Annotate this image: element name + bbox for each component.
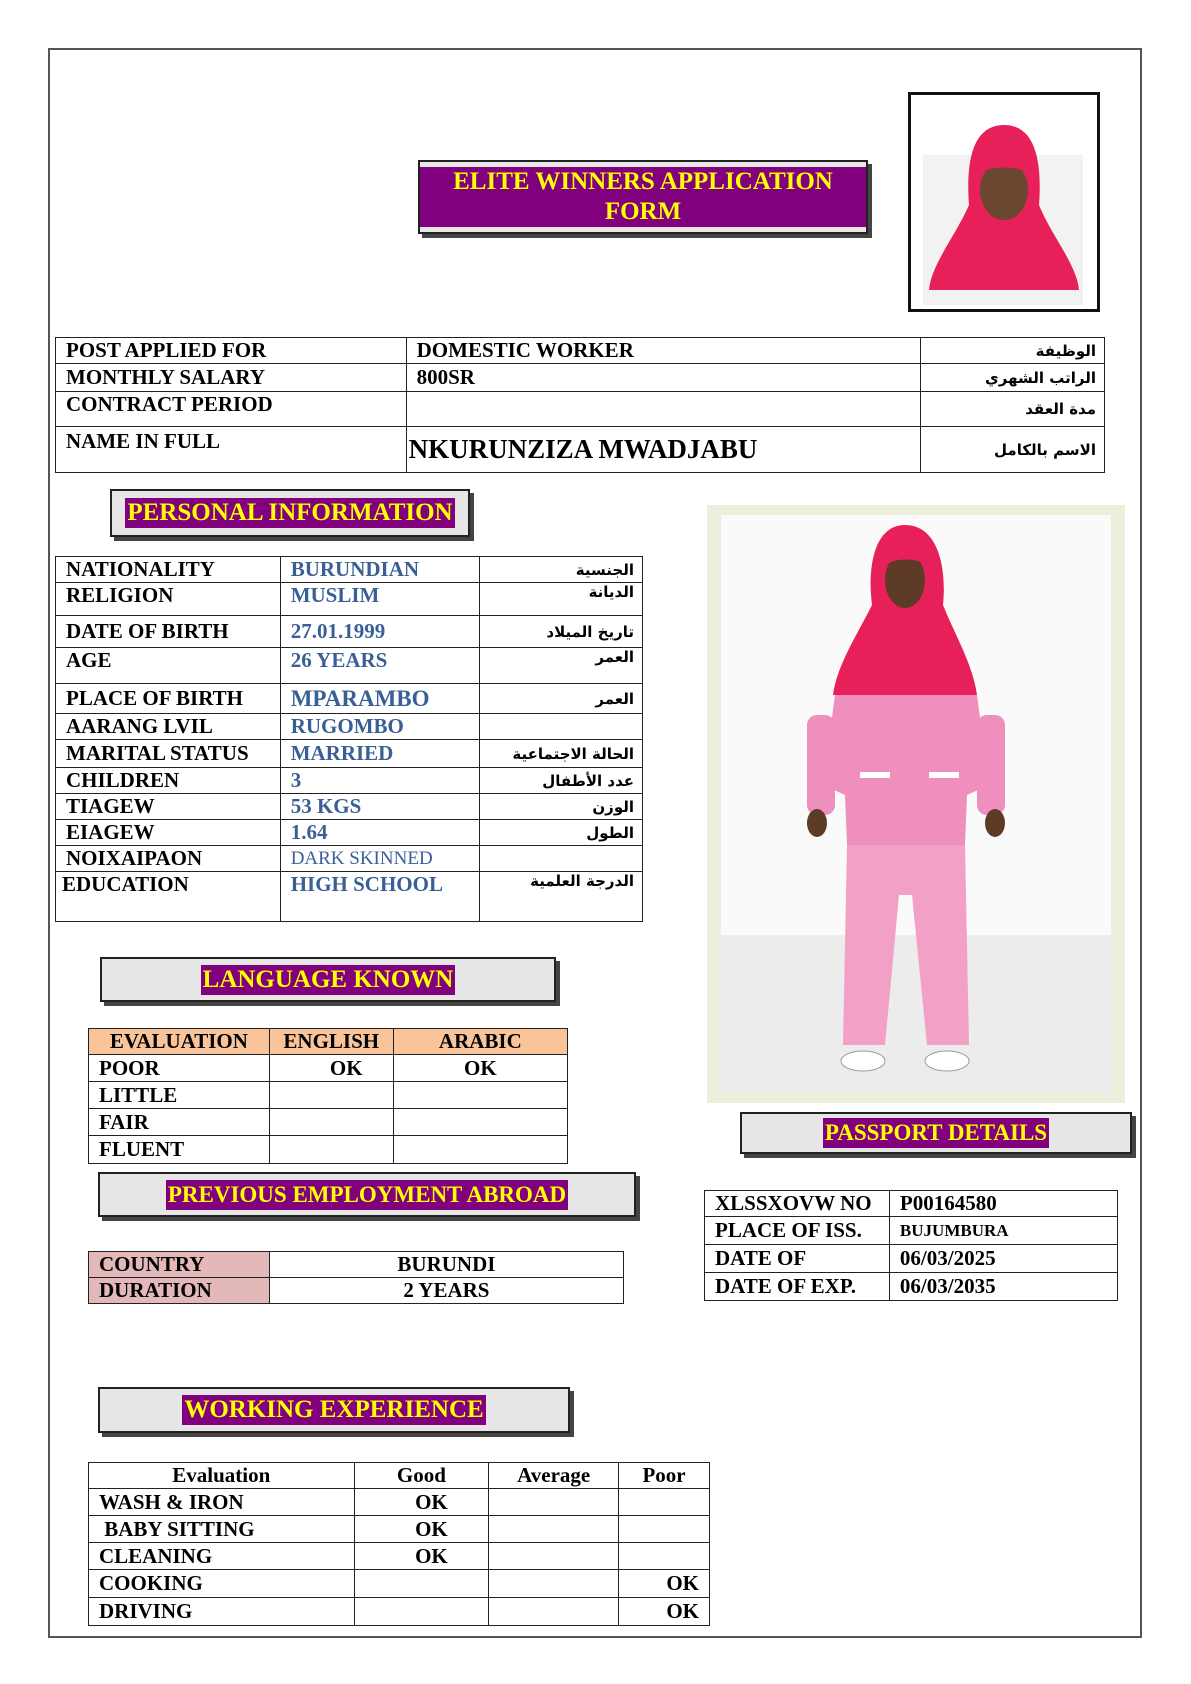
country-label: COUNTRY: [89, 1252, 270, 1278]
duration-value: 2 YEARS: [269, 1278, 623, 1304]
salary-value: 800SR: [406, 364, 921, 392]
table-row: [56, 820, 643, 846]
contract-arabic: مدة العقد: [921, 392, 1105, 427]
contract-value: [406, 392, 921, 427]
previous-employment-title: PREVIOUS EMPLOYMENT ABROAD: [166, 1180, 568, 1210]
lang-arabic: OK: [393, 1055, 567, 1082]
table-row: [56, 740, 643, 768]
we-average: [489, 1598, 619, 1626]
eiagew-value: 1.64: [280, 820, 480, 846]
we-task: CLEANING: [89, 1543, 355, 1570]
post-applied-arabic: الوظيفة: [921, 338, 1105, 364]
language-title: LANGUAGE KNOWN: [202, 965, 454, 993]
lang-english: [269, 1109, 393, 1136]
portrait-photo: [908, 92, 1100, 312]
passport-table: [704, 1190, 1118, 1301]
personal-info-title: PERSONAL INFORMATION: [127, 499, 453, 526]
lang-english: [269, 1136, 393, 1164]
table-row: [89, 1516, 710, 1543]
full-body-photo: [707, 505, 1125, 1103]
eiagew-label: EIAGEW: [56, 820, 281, 846]
personal-info-table: [55, 556, 643, 922]
place-of-birth-value: MPARAMBO: [280, 684, 480, 714]
working-experience-banner: [98, 1387, 570, 1433]
full-body-image: [707, 505, 1125, 1103]
age-arabic: العمر: [480, 648, 643, 684]
table-row: [56, 714, 643, 740]
lang-arabic: [393, 1136, 567, 1164]
passport-no-label: XLSSXOVW NO: [705, 1191, 890, 1217]
marital-status-value: MARRIED: [280, 740, 480, 768]
table-row: [89, 1136, 568, 1164]
we-poor: OK: [619, 1570, 710, 1598]
language-banner: [100, 957, 556, 1002]
table-row: [56, 684, 643, 714]
children-value: 3: [280, 768, 480, 794]
lang-level: FAIR: [89, 1109, 270, 1136]
table-row: [705, 1245, 1118, 1273]
we-poor: [619, 1489, 710, 1516]
post-applied-value: DOMESTIC WORKER: [406, 338, 921, 364]
noixaipaon-value: DARK SKINNED: [280, 846, 480, 872]
we-header-poor: Poor: [619, 1463, 710, 1489]
table-row: [89, 1598, 710, 1626]
place-of-birth-arabic: العمر: [480, 684, 643, 714]
place-of-birth-label: PLACE OF BIRTH: [56, 684, 281, 714]
we-poor: OK: [619, 1598, 710, 1626]
table-row: [56, 768, 643, 794]
we-poor: [619, 1516, 710, 1543]
we-average: [489, 1570, 619, 1598]
header-table: [55, 337, 1105, 473]
we-average: [489, 1543, 619, 1570]
table-row: [705, 1217, 1118, 1245]
lang-level: FLUENT: [89, 1136, 270, 1164]
religion-value: MUSLIM: [280, 583, 480, 616]
working-experience-table: [88, 1462, 710, 1626]
age-value: 26 YEARS: [280, 648, 480, 684]
table-row: [56, 846, 643, 872]
noixaipaon-label: NOIXAIPAON: [56, 846, 281, 872]
we-task: BABY SITTING: [89, 1516, 355, 1543]
form-title-banner: [418, 160, 868, 234]
dob-arabic: تاريخ الميلاد: [480, 616, 643, 648]
passport-banner: [740, 1112, 1132, 1154]
religion-arabic: الديانة: [480, 583, 643, 616]
table-row: [56, 338, 1105, 364]
table-row: [705, 1191, 1118, 1217]
we-good: [354, 1598, 489, 1626]
table-row: [89, 1570, 710, 1598]
we-poor: [619, 1543, 710, 1570]
we-good: OK: [354, 1516, 489, 1543]
table-row: [56, 583, 643, 616]
table-row: [56, 872, 643, 922]
tiagew-value: 53 KGS: [280, 794, 480, 820]
we-average: [489, 1489, 619, 1516]
form-title: ELITE WINNERS APPLICATION FORM: [420, 167, 866, 227]
table-row: [89, 1082, 568, 1109]
working-experience-title: WORKING EXPERIENCE: [184, 1396, 484, 1423]
table-row: [89, 1055, 568, 1082]
table-row: [89, 1252, 624, 1278]
table-row: [56, 392, 1105, 427]
we-header-good: Good: [354, 1463, 489, 1489]
children-label: CHILDREN: [56, 768, 281, 794]
nationality-label: NATIONALITY: [56, 557, 281, 583]
children-arabic: عدد الأطفال: [480, 768, 643, 794]
date-of-expiry-value: 06/03/2035: [889, 1273, 1117, 1301]
table-row: [89, 1463, 710, 1489]
table-row: [705, 1273, 1118, 1301]
education-value: HIGH SCHOOL: [280, 872, 480, 922]
passport-title: PASSPORT DETAILS: [823, 1118, 1049, 1148]
education-label: EDUCATION: [56, 872, 281, 922]
we-task: COOKING: [89, 1570, 355, 1598]
nationality-arabic: الجنسية: [480, 557, 643, 583]
lang-arabic: [393, 1082, 567, 1109]
we-average: [489, 1516, 619, 1543]
table-row: [56, 794, 643, 820]
age-label: AGE: [56, 648, 281, 684]
aarang-arabic: [480, 714, 643, 740]
table-row: [56, 364, 1105, 392]
name-value: NKURUNZIZA MWADJABU: [406, 427, 921, 473]
contract-label: CONTRACT PERIOD: [56, 392, 407, 427]
table-row: [56, 427, 1105, 473]
we-good: OK: [354, 1489, 489, 1516]
nationality-value: BURUNDIAN: [280, 557, 480, 583]
name-label: NAME IN FULL: [56, 427, 407, 473]
aarang-label: AARANG LVIL: [56, 714, 281, 740]
we-task: WASH & IRON: [89, 1489, 355, 1516]
we-good: OK: [354, 1543, 489, 1570]
table-row: [56, 648, 643, 684]
lang-header-arabic: ARABIC: [393, 1029, 567, 1055]
noixaipaon-arabic: [480, 846, 643, 872]
eiagew-arabic: الطول: [480, 820, 643, 846]
aarang-value: RUGOMBO: [280, 714, 480, 740]
place-of-issue-value: BUJUMBURA: [889, 1217, 1117, 1245]
we-header-average: Average: [489, 1463, 619, 1489]
marital-status-arabic: الحالة الاجتماعية: [480, 740, 643, 768]
we-good: [354, 1570, 489, 1598]
table-row: [89, 1109, 568, 1136]
education-arabic: الدرجة العلمية: [480, 872, 643, 922]
salary-label: MONTHLY SALARY: [56, 364, 407, 392]
table-row: [89, 1278, 624, 1304]
table-row: [89, 1543, 710, 1570]
religion-label: RELIGION: [56, 583, 281, 616]
lang-level: POOR: [89, 1055, 270, 1082]
lang-arabic: [393, 1109, 567, 1136]
lang-english: [269, 1082, 393, 1109]
lang-header-english: ENGLISH: [269, 1029, 393, 1055]
passport-no-value: P00164580: [889, 1191, 1117, 1217]
tiagew-arabic: الوزن: [480, 794, 643, 820]
tiagew-label: TIAGEW: [56, 794, 281, 820]
previous-employment-table: [88, 1251, 624, 1304]
table-row: [89, 1489, 710, 1516]
lang-english: OK: [269, 1055, 393, 1082]
previous-employment-banner: [98, 1172, 636, 1217]
portrait-image: [911, 95, 1097, 309]
marital-status-label: MARITAL STATUS: [56, 740, 281, 768]
post-applied-label: POST APPLIED FOR: [56, 338, 407, 364]
date-of-issue-value: 06/03/2025: [889, 1245, 1117, 1273]
language-table: [88, 1028, 568, 1164]
we-task: DRIVING: [89, 1598, 355, 1626]
duration-label: DURATION: [89, 1278, 270, 1304]
table-row: [56, 616, 643, 648]
place-of-issue-label: PLACE OF ISS.: [705, 1217, 890, 1245]
date-of-issue-label: DATE OF: [705, 1245, 890, 1273]
date-of-expiry-label: DATE OF EXP.: [705, 1273, 890, 1301]
dob-value: 27.01.1999: [280, 616, 480, 648]
lang-level: LITTLE: [89, 1082, 270, 1109]
table-row: [89, 1029, 568, 1055]
name-arabic: الاسم بالكامل: [921, 427, 1105, 473]
country-value: BURUNDI: [269, 1252, 623, 1278]
table-row: [56, 557, 643, 583]
personal-info-banner: [110, 489, 470, 537]
lang-header-evaluation: EVALUATION: [89, 1029, 270, 1055]
dob-label: DATE OF BIRTH: [56, 616, 281, 648]
we-header-evaluation: Evaluation: [89, 1463, 355, 1489]
salary-arabic: الراتب الشهري: [921, 364, 1105, 392]
